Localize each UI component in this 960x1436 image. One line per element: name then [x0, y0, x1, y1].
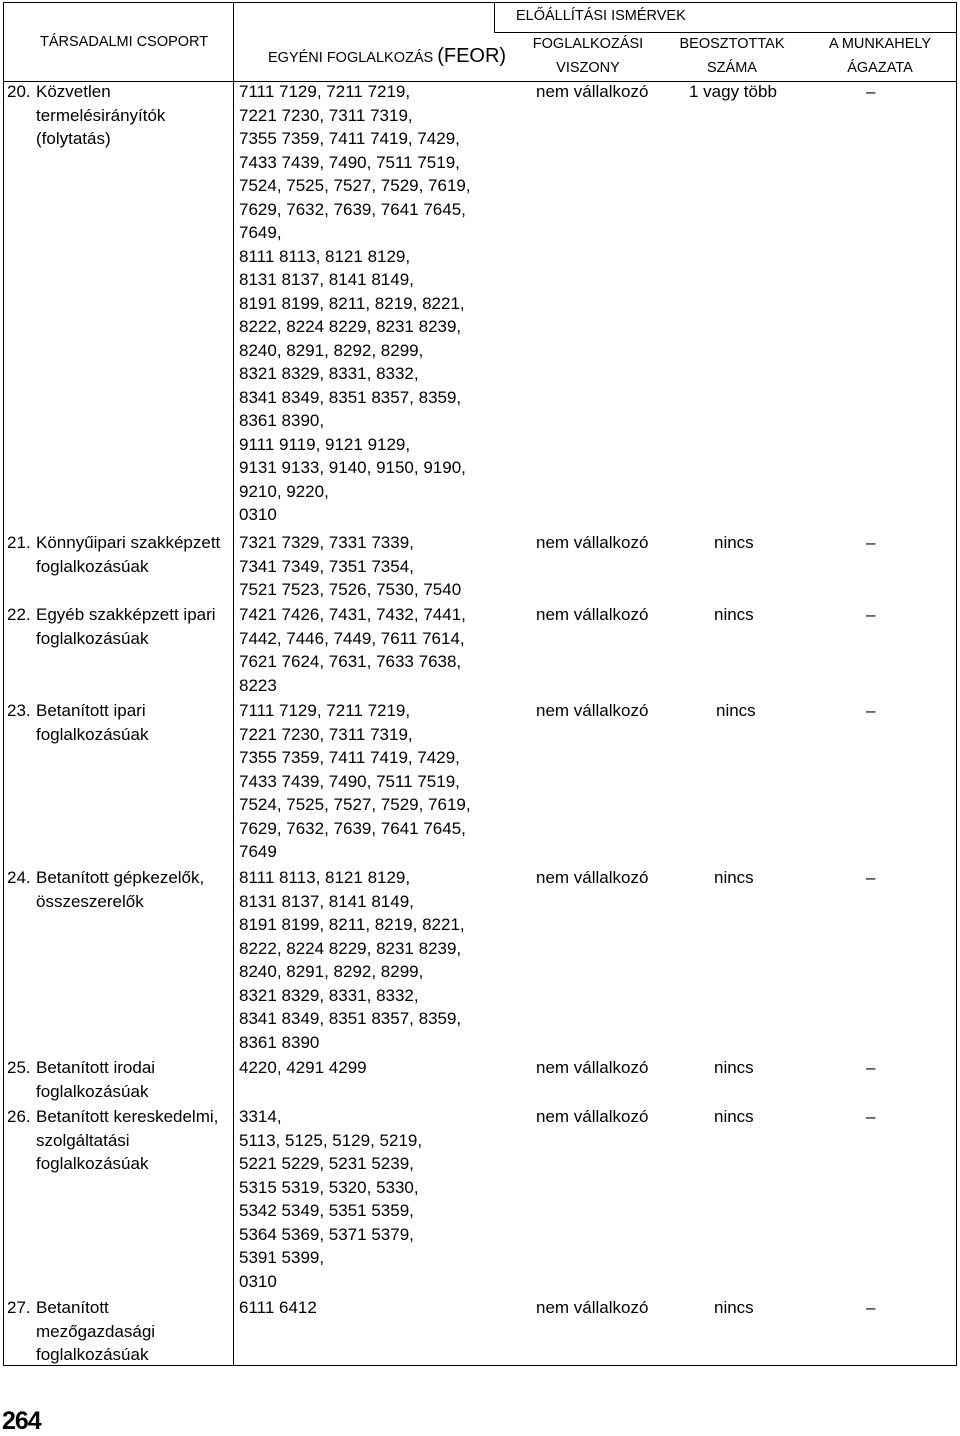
viszony-cell: nem vállalkozó	[536, 1058, 649, 1077]
group-number: 22.	[7, 605, 31, 624]
viszony-cell: nem vállalkozó	[536, 1298, 649, 1317]
group-label: Betanított gépkezelők, összeszerelők	[36, 868, 205, 911]
feor-codes: 7111 7129, 7211 7219, 7221 7230, 7311 7319, 7355 7359, 7411 7419, 7429, 7433 7439, 7490, 7511 7519, 7524, 7525, 7527, 7529, 7619, 7629, 7632, 7639, 7641 7645, 7649, 8111 8113, 8121 8129, 8131 8137, 8141 8149, 8191 8199, 8211, 8219, 8221, 8222, 8224 8229, 8231 8239, 8240, 8291, 8292, 8299, 8321 8329, 8331, 8332, 8341 8349, 8351 8357, 8359, 8361 8390, 9111 9119, 9121 9129, 9131 9133, 9140, 9150, 9190, 9210, 9220, 0310	[239, 82, 471, 524]
divider-feor-col	[494, 3, 495, 33]
beosztott-cell: nincs	[714, 1298, 754, 1317]
feor-codes: 6111 6412	[239, 1298, 317, 1317]
header-criteria-title: ELŐÁLLÍTÁSI ISMÉRVEK	[516, 8, 686, 24]
agazat-cell: –	[866, 701, 876, 720]
agazat-cell: –	[866, 1107, 876, 1126]
group-number: 27.	[7, 1298, 31, 1317]
beosztott-cell: nincs	[714, 1058, 754, 1077]
group-number: 24.	[7, 868, 31, 887]
group-label: Egyéb szakképzett ipari foglalkozásúak	[36, 605, 216, 648]
header-agazat-line2: ÁGAZATA	[847, 60, 913, 76]
group-label: Betanított mezőgazdasági foglalkozásúak	[36, 1298, 156, 1364]
agazat-cell: –	[866, 533, 876, 552]
feor-codes: 7321 7329, 7331 7339, 7341 7349, 7351 7354, 7521 7523, 7526, 7530, 7540	[239, 533, 462, 599]
feor-codes: 4220, 4291 4299	[239, 1058, 367, 1077]
beosztott-cell: nincs	[714, 605, 754, 624]
viszony-cell: nem vállalkozó	[536, 868, 649, 887]
agazat-cell: –	[866, 82, 876, 101]
header-agazat-line1: A MUNKAHELY	[828, 36, 932, 52]
header-feor-col	[268, 44, 506, 70]
page-number: 264	[2, 1407, 41, 1435]
header-feor-suffix: (FEOR)	[437, 45, 507, 67]
header-viszony-line1: FOGLALKOZÁSI	[532, 36, 644, 52]
header-viszony-line2: VISZONY	[556, 60, 620, 76]
feor-codes: 7421 7426, 7431, 7432, 7441, 7442, 7446, 7449, 7611 7614, 7621 7624, 7631, 7633 7638, 8223	[239, 605, 466, 695]
feor-codes: 3314, 5113, 5125, 5129, 5219, 5221 5229, 5231 5239, 5315 5319, 5320, 5330, 5342 5349, 5351 5359, 5364 5369, 5371 5379, 5391 5399, 0310	[239, 1107, 423, 1291]
feor-codes: 7111 7129, 7211 7219, 7221 7230, 7311 7319, 7355 7359, 7411 7419, 7429, 7433 7439, 7490, 7511 7519, 7524, 7525, 7527, 7529, 7619, 7629, 7632, 7639, 7641 7645, 7649	[239, 701, 471, 861]
group-label: Betanított ipari foglalkozásúak	[36, 701, 149, 744]
viszony-cell: nem vállalkozó	[536, 605, 649, 624]
beosztott-cell: 1 vagy több	[689, 82, 777, 101]
header-viszony	[528, 32, 648, 80]
group-number: 26.	[7, 1107, 31, 1126]
agazat-cell: –	[866, 605, 876, 624]
viszony-cell: nem vállalkozó	[536, 82, 649, 101]
beosztott-cell: nincs	[714, 533, 754, 552]
group-label: Könnyűipari szakképzett foglalkozásúak	[36, 533, 221, 576]
feor-codes: 8111 8113, 8121 8129, 8131 8137, 8141 8149, 8191 8199, 8211, 8219, 8221, 8222, 8224 8229, 8231 8239, 8240, 8291, 8292, 8299, 8321 8329, 8331, 8332, 8341 8349, 8351 8357, 8359, 8361 8390	[239, 868, 465, 1052]
beosztott-cell: nincs	[714, 1107, 754, 1126]
header-beosztott	[672, 32, 792, 80]
viszony-cell: nem vállalkozó	[536, 533, 649, 552]
group-number: 23.	[7, 701, 31, 720]
header-group-col: TÁRSADALMI CSOPORT	[40, 34, 209, 50]
beosztott-cell: nincs	[716, 701, 756, 720]
header-feor-label: EGYÉNI FOGLALKOZÁS	[268, 50, 434, 66]
viszony-cell: nem vállalkozó	[536, 1107, 649, 1126]
header-beosztott-line2: SZÁMA	[707, 60, 757, 76]
group-label: Közvetlen termelésirányítók (folytatás)	[36, 82, 166, 148]
group-number: 21.	[7, 533, 31, 552]
beosztott-cell: nincs	[714, 868, 754, 887]
header-agazat	[815, 32, 945, 80]
group-label: Betanított kereskedelmi, szolgáltatási foglalkozásúak	[36, 1107, 219, 1173]
agazat-cell: –	[866, 1058, 876, 1077]
divider-group-col	[233, 3, 234, 1365]
header-beosztott-line1: BEOSZTOTTAK	[679, 36, 785, 52]
viszony-cell: nem vállalkozó	[536, 701, 649, 720]
agazat-cell: –	[866, 1298, 876, 1317]
group-number: 25.	[7, 1058, 31, 1077]
group-number: 20.	[7, 82, 31, 101]
agazat-cell: –	[866, 868, 876, 887]
group-label: Betanított irodai foglalkozásúak	[36, 1058, 156, 1101]
